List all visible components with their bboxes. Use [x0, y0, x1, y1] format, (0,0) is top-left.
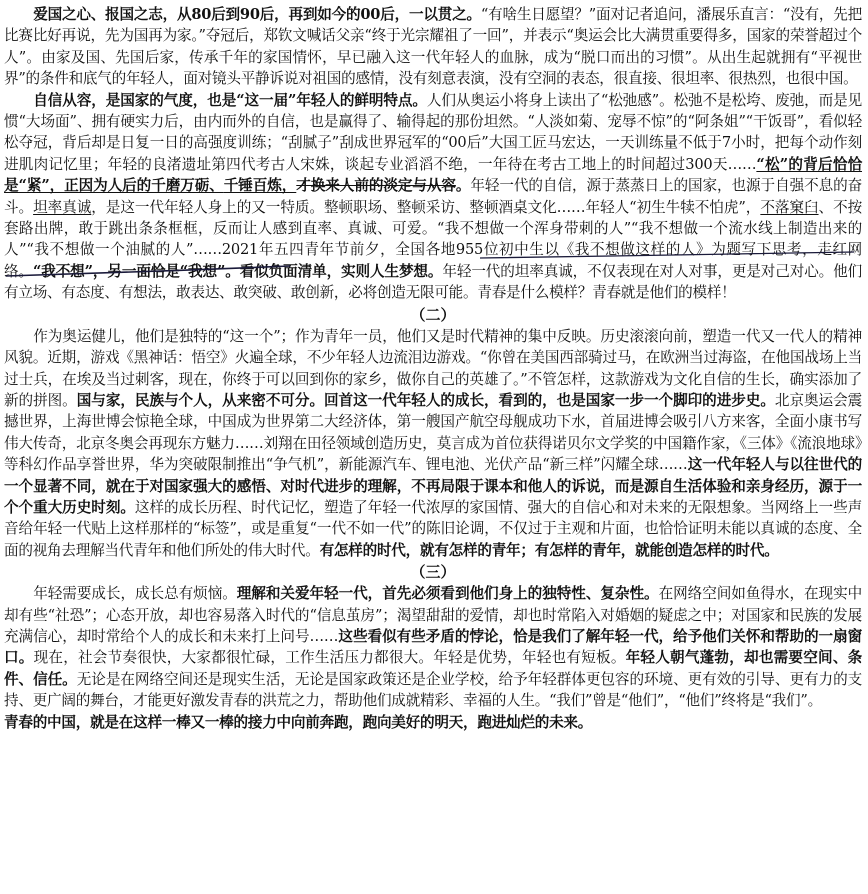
- text-run: 无论是在网络空间还是现实生活，无论是国家政策还是企业学校，给予年轻群体更包容的环境、更有效的引导、更有力的支持、更广阔的舞台，才能更好激发青春的洪荒之力，帮助他们成就精彩、幸福的人生。“我们”曾是“他们”，“他们”终将是“我们”。: [4, 670, 862, 710]
- text-run: 现在，社会节奏很快，大家都很忙碌，工作生活压力都很大。年轻是优势，年轻也有短板。: [33, 649, 626, 667]
- bold-text-run: 有怎样的时代，就有怎样的青年；有怎样的青年，就能创造怎样的时代。: [319, 541, 779, 559]
- bold-text-run: 爱国之心、报国之志，从80后到90后，再到如今的00后，一以贯之。: [33, 6, 481, 23]
- paragraph: [4, 90, 862, 304]
- bold-text-run: 国与家，民族与个人，从来密不可分。回首这一代年轻人的成长，看到的，也是国家一步一个脚印的进步史。: [76, 391, 775, 409]
- bold-text-run: 年轻人朝气蓬勃，却也需要空间、条件、信任。: [4, 649, 862, 688]
- text-run: “有啥生日愿望？”面对记者追问，潘展乐直言：“没有，先把比赛比好再说，先为国再为家。”夺冠后，郑钦文喊话父亲“终于光宗耀祖了一回”，并表示“奥运会比大满贯重要得多，国家的荣誉超过个人”。由家及国、先国后家，传承千年的家国情怀，早已融入这一代年轻人的血脉，成为“脱口而出的习惯”。从出生起就拥有“平视世界”的条件和底气的年轻人，面对镜头平静诉说对祖国的感情，没有刻意表演，没有空洞的表态，很直接、很坦率、很热烈，也很中国。: [4, 6, 863, 88]
- text-run: 不落窠臼: [760, 198, 819, 216]
- text-run: 人们从奥运小将身上读出了“松弛感”。松弛不是松垮、废弛，而是见惯“大场面”、拥有硬实力后，由内而外的自信，也是赢得了、输得起的那份坦然。“人淡如菊、宠辱不惊”的“阿条姐”“干饭哥”，看似轻松夺冠，背后却是日复一日的高强度训练；“刮腻子”刮成世界冠军的“00后”大国工匠马宏达，一天训练量不低于7小时，把每个动作刻进肌肉记忆里；年轻的良渚遗址第四代考古人宋姝，谈起专业滔滔不绝，一年待在考古工地上的时间超过300天……: [4, 91, 862, 173]
- text-run: 北京奥运会震撼世界，上海世博会惊艳全球，中国成为世界第二大经济体，第一艘国产航空母舰成功下水，首届进博会吸引八方来客，全面小康书写伟大传奇，北京冬奥会再现东方魅力……刘翔在田径领域创造历史，莫言成为首位获得诺贝尔文学奖的中国籍作家，《三体》《流浪地球》等科幻作品享誉世界，华为突破限制推出“争气机”，新能源汽车、锂电池、光伏产品“新三样”闪耀全球……: [4, 391, 862, 474]
- bold-text-run: 千锤百炼，: [223, 177, 297, 195]
- text-run: 、不按套路出牌，敢于跳出条条框框，反而让人感到直率、真诚、可爱。“我不想做一个浑身带刺的人”“我不想做一个流水线上制造出来的人”“我不想做一个油腻的人”……2021年五四青年节前夕，全国各地955位初中生以《我不想做这样的人》为题写下思考，走红网络。: [4, 198, 862, 280]
- paragraph: [4, 326, 862, 561]
- bold-text-run: 这一代年轻人与以往世代的一个显著不同，就在于对国家强大的感悟、对时代进步的理解，不再局限于课本和他人的诉说，而是源自生活体验和亲身经历，源于一个个重大历史时刻。: [4, 456, 862, 516]
- bold-text-run: 才换来人前的淡定与从容: [296, 177, 456, 195]
- text-run: 年轻一代的自信，源于蒸蒸日上的国家，也源于自强不息的奋斗。: [4, 177, 862, 216]
- text-run: 在网络空间如鱼得水，在现实中却有些“社恐”；心态开放，却也容易落入时代的“信息茧房”；渴望甜甜的爱情，却也时常陷入对婚姻的疑虑之中；对国家和民族的发展充满信心，却时常给个人的成长和未来打上问号……: [4, 585, 862, 645]
- section-heading: （三）: [410, 563, 456, 582]
- paragraph: [4, 583, 862, 711]
- bold-text-run: “我不想”，另一面恰是“我想”。看似负面清单，实则人生梦想。: [32, 262, 443, 280]
- article-page: [4, 4, 862, 733]
- section-heading: （二）: [410, 305, 456, 324]
- bold-text-run: 自信从容，是国家的气度，也是“这一届”年轻人的鲜明特点。: [33, 91, 427, 109]
- article-section: [4, 304, 862, 561]
- bold-text-run: “松”的背后恰恰是“紧”，正因为人后的千磨万砺、: [4, 155, 862, 195]
- paragraph: [4, 4, 862, 90]
- bold-text-run: 青春的中国，就是在这样一棒又一棒的接力中向前奔跑，跑向美好的明天，跑进灿烂的未来。: [4, 713, 593, 731]
- article-section: [4, 4, 862, 304]
- text-run: ，是这一代年轻人身上的又一特质。整顿职场、整顿采访、整顿酒桌文化……年轻人“初生牛犊不怕虎”，: [91, 198, 761, 216]
- paragraph: [4, 712, 862, 733]
- bold-text-run: 。: [455, 177, 471, 195]
- text-run: 年轻需要成长，成长总有烦恼。: [33, 585, 237, 603]
- bold-text-run: 这些看似有些矛盾的悖论，恰是我们了解年轻一代，给予他们关怀和帮助的一扇窗口。: [4, 627, 862, 667]
- bold-text-run: 理解和关爱年轻一代，首先必须看到他们身上的独特性、复杂性。: [236, 585, 659, 603]
- text-run: 年轻一代的坦率真诚，不仅表现在对人对事，更是对己对心。他们有立场、有态度、有想法，敢表达、敢突破、敢创新，必将创造无限可能。青春是什么模样？青春就是他们的模样！: [4, 262, 862, 302]
- text-run: 坦率真诚: [33, 198, 92, 216]
- text-run: 作为奥运健儿，他们是独特的“这一个”；作为青年一员，他们又是时代精神的集中反映。历史滚滚向前，塑造一代又一代人的精神风貌。近期，游戏《黑神话：悟空》火遍全球，不少年轻人边流泪边游戏。“你曾在美国西部骑过马，在欧洲当过海盗，在他国战场上当过士兵，在埃及当过刺客，现在，你终于可以回到你的家乡，做你自己的英雄了。”不管怎样，这款游戏为文化自信的生长，确实添加了新的拼图。: [4, 327, 862, 409]
- article-section: [4, 561, 862, 733]
- text-run: 这样的成长历程、时代记忆，塑造了年轻一代浓厚的家国情、强大的自信心和对未来的无限想象。当网络上一些声音给年轻一代贴上这样那样的“标签”，或是重复“一代不如一代”的陈旧论调，不仅过于主观和片面，也恰恰证明未能以真诚的态度、全面的视角去理解当代青年和他们所处的伟大时代。: [4, 498, 862, 559]
